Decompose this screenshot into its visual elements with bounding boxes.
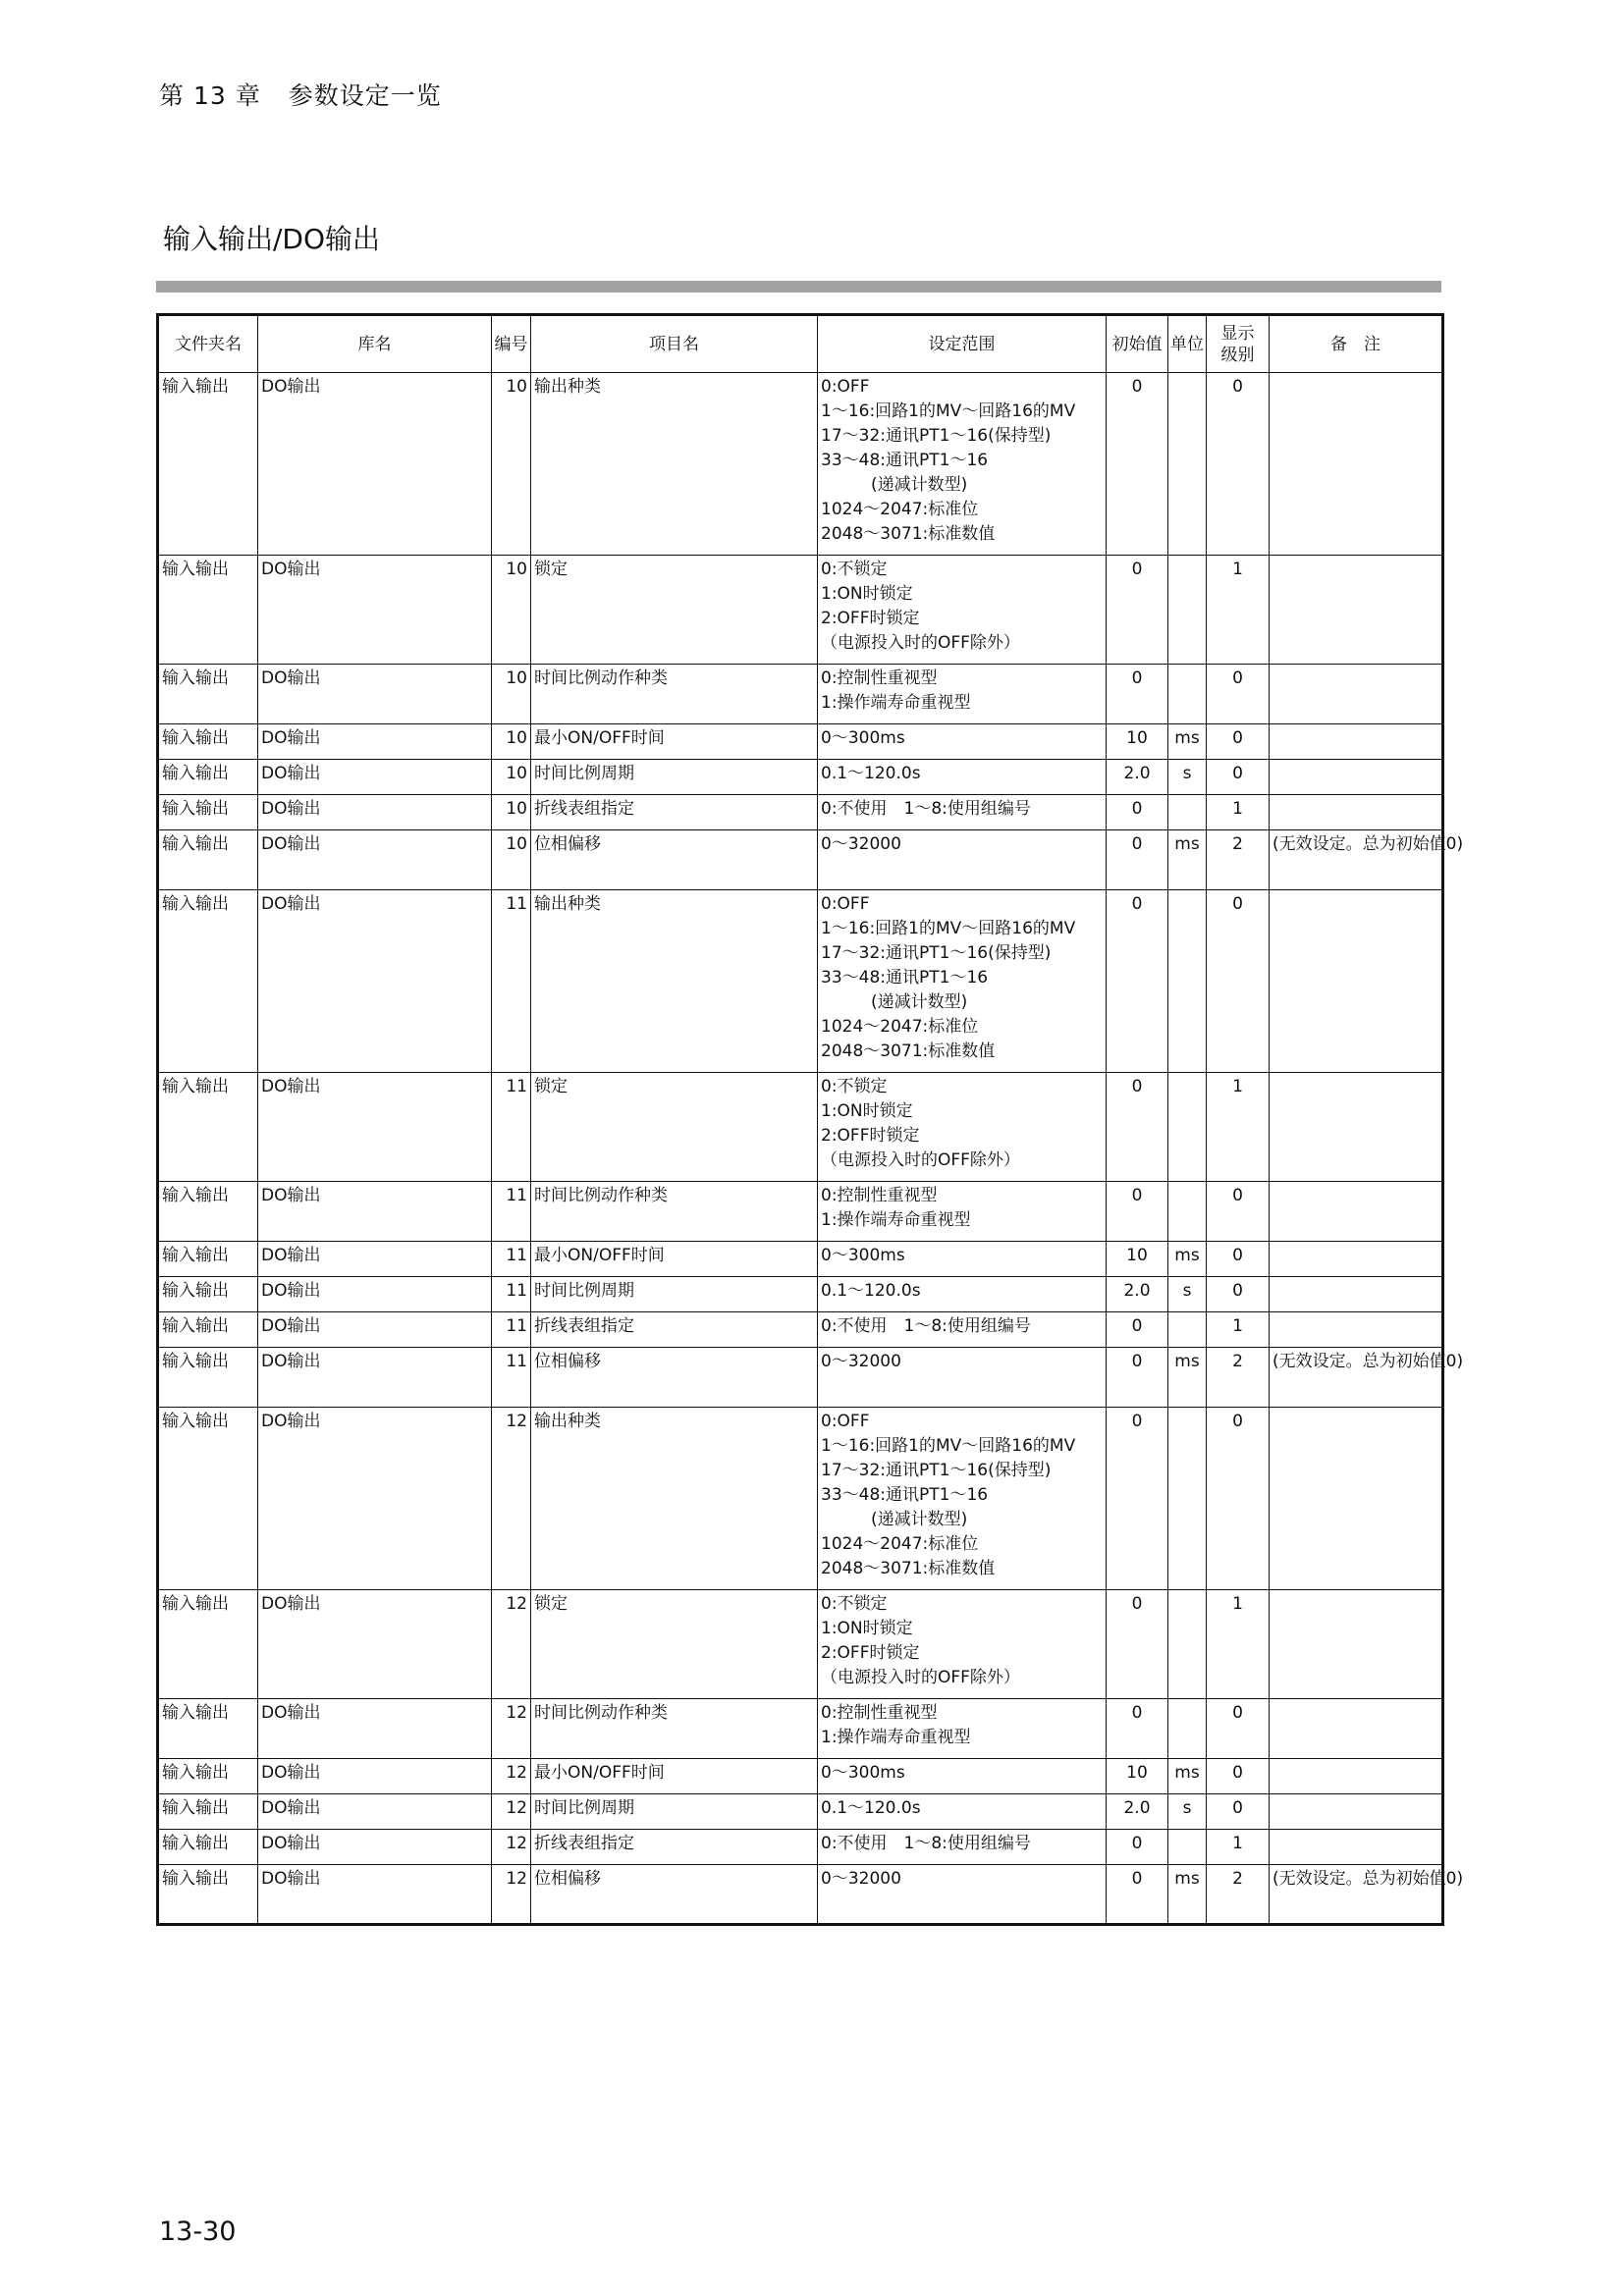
range-line: 0:OFF — [821, 1412, 870, 1431]
cell-range — [818, 830, 1107, 890]
cell-library: DO输出 — [258, 1073, 492, 1182]
cell-note: (无效设定。总为初始值0) — [1270, 830, 1443, 890]
cell-folder: 输入输出 — [158, 724, 258, 760]
cell-range — [818, 1794, 1107, 1830]
cell-unit: s — [1168, 1277, 1207, 1312]
cell-item: 位相偏移 — [531, 1348, 818, 1408]
cell-range — [818, 1590, 1107, 1699]
chapter-header — [159, 77, 442, 112]
range-line: 2:OFF时锁定 — [821, 1126, 920, 1146]
cell-number: 11 — [492, 1348, 531, 1408]
cell-folder: 输入输出 — [158, 890, 258, 1073]
cell-note — [1270, 1182, 1443, 1242]
cell-folder: 输入输出 — [158, 795, 258, 830]
range-line: 0:OFF — [821, 377, 870, 397]
cell-library: DO输出 — [258, 556, 492, 665]
cell-level: 1 — [1207, 1073, 1270, 1182]
chapter-title: 参数设定一览 — [288, 81, 442, 110]
cell-initial: 10 — [1107, 1242, 1168, 1277]
col-header-folder: 文件夹名 — [158, 315, 258, 373]
range-line: 2048～3071:标准数值 — [821, 1041, 996, 1061]
cell-range — [818, 1182, 1107, 1242]
table-header-row — [158, 315, 1443, 373]
range-line: 2:OFF时锁定 — [821, 609, 920, 628]
cell-range — [818, 373, 1107, 556]
cell-number: 11 — [492, 1073, 531, 1182]
cell-unit — [1168, 1408, 1207, 1590]
cell-level: 0 — [1207, 1408, 1270, 1590]
cell-unit — [1168, 1590, 1207, 1699]
range-line: 0～32000 — [821, 1869, 901, 1889]
range-line: 0～32000 — [821, 834, 901, 854]
range-line: （电源投入时的OFF除外） — [821, 633, 1020, 653]
cell-folder: 输入输出 — [158, 1865, 258, 1925]
cell-range — [818, 1242, 1107, 1277]
cell-initial: 2.0 — [1107, 1794, 1168, 1830]
cell-unit — [1168, 1830, 1207, 1865]
cell-library: DO输出 — [258, 1699, 492, 1759]
chapter-number: 第 13 章 — [159, 81, 261, 110]
cell-folder: 输入输出 — [158, 1182, 258, 1242]
cell-folder: 输入输出 — [158, 1830, 258, 1865]
range-line: （电源投入时的OFF除外） — [821, 1150, 1020, 1170]
cell-unit: ms — [1168, 830, 1207, 890]
cell-number: 10 — [492, 795, 531, 830]
cell-library: DO输出 — [258, 373, 492, 556]
cell-range — [818, 665, 1107, 724]
cell-initial: 0 — [1107, 1408, 1168, 1590]
cell-library: DO输出 — [258, 1865, 492, 1925]
range-line: 0:控制性重视型 — [821, 1186, 938, 1205]
cell-number: 11 — [492, 1182, 531, 1242]
cell-range — [818, 1865, 1107, 1925]
range-line: 1024～2047:标准位 — [821, 1017, 979, 1037]
cell-initial: 0 — [1107, 1348, 1168, 1408]
range-line: 0:不使用 1～8:使用组编号 — [821, 1834, 1031, 1853]
cell-level: 2 — [1207, 1348, 1270, 1408]
cell-number: 11 — [492, 1277, 531, 1312]
cell-level: 0 — [1207, 1699, 1270, 1759]
cell-initial: 0 — [1107, 556, 1168, 665]
cell-note — [1270, 1073, 1443, 1182]
cell-number: 10 — [492, 373, 531, 556]
cell-initial: 2.0 — [1107, 760, 1168, 795]
cell-range — [818, 1312, 1107, 1348]
range-line: 0～300ms — [821, 1246, 905, 1265]
cell-item: 时间比例动作种类 — [531, 665, 818, 724]
page-number: 13-30 — [159, 2216, 237, 2247]
cell-note — [1270, 1590, 1443, 1699]
cell-number: 10 — [492, 665, 531, 724]
parameter-table — [156, 313, 1464, 1926]
cell-item: 锁定 — [531, 556, 818, 665]
cell-number: 12 — [492, 1408, 531, 1590]
table-row — [158, 1794, 1443, 1830]
table-row — [158, 724, 1443, 760]
cell-note — [1270, 1830, 1443, 1865]
cell-range — [818, 1699, 1107, 1759]
cell-library: DO输出 — [258, 830, 492, 890]
cell-initial: 0 — [1107, 1865, 1168, 1925]
table-row — [158, 1312, 1443, 1348]
cell-item: 锁定 — [531, 1590, 818, 1699]
cell-item: 最小ON/OFF时间 — [531, 1759, 818, 1794]
cell-number: 10 — [492, 760, 531, 795]
cell-item: 锁定 — [531, 1073, 818, 1182]
cell-range — [818, 760, 1107, 795]
cell-level: 0 — [1207, 890, 1270, 1073]
cell-level: 1 — [1207, 795, 1270, 830]
col-header-item: 项目名 — [531, 315, 818, 373]
cell-note — [1270, 890, 1443, 1073]
cell-number: 10 — [492, 724, 531, 760]
table-row — [158, 556, 1443, 665]
col-header-range: 设定范围 — [818, 315, 1107, 373]
cell-item: 时间比例周期 — [531, 1794, 818, 1830]
cell-level: 2 — [1207, 830, 1270, 890]
cell-unit: s — [1168, 1794, 1207, 1830]
cell-item: 最小ON/OFF时间 — [531, 724, 818, 760]
cell-level: 1 — [1207, 1830, 1270, 1865]
cell-initial: 0 — [1107, 1182, 1168, 1242]
section-divider — [156, 281, 1441, 293]
cell-library: DO输出 — [258, 795, 492, 830]
cell-level: 1 — [1207, 556, 1270, 665]
cell-note: (无效设定。总为初始值0) — [1270, 1348, 1443, 1408]
cell-initial: 0 — [1107, 1312, 1168, 1348]
cell-range — [818, 1408, 1107, 1590]
table-row — [158, 1182, 1443, 1242]
cell-folder: 输入输出 — [158, 1759, 258, 1794]
cell-unit — [1168, 665, 1207, 724]
cell-number: 11 — [492, 1312, 531, 1348]
cell-note — [1270, 1699, 1443, 1759]
range-line: 1:ON时锁定 — [821, 1101, 913, 1121]
cell-range — [818, 724, 1107, 760]
cell-level: 0 — [1207, 1759, 1270, 1794]
cell-folder: 输入输出 — [158, 1073, 258, 1182]
cell-unit — [1168, 1182, 1207, 1242]
cell-item: 折线表组指定 — [531, 1312, 818, 1348]
cell-note — [1270, 665, 1443, 724]
range-line: (递减计数型) — [821, 992, 968, 1012]
range-line: 0.1～120.0s — [821, 1798, 921, 1818]
range-line: 1:ON时锁定 — [821, 584, 913, 604]
cell-note — [1270, 1277, 1443, 1312]
col-header-unit: 单位 — [1168, 315, 1207, 373]
cell-number: 11 — [492, 890, 531, 1073]
range-line: 0:不锁定 — [821, 1594, 888, 1614]
cell-folder: 输入输出 — [158, 1277, 258, 1312]
cell-level: 0 — [1207, 760, 1270, 795]
cell-level: 0 — [1207, 1277, 1270, 1312]
range-line: 0:控制性重视型 — [821, 668, 938, 688]
table-row — [158, 1590, 1443, 1699]
cell-unit: ms — [1168, 1348, 1207, 1408]
cell-unit — [1168, 795, 1207, 830]
table-row — [158, 1830, 1443, 1865]
cell-unit: ms — [1168, 724, 1207, 760]
cell-number: 12 — [492, 1830, 531, 1865]
cell-number: 12 — [492, 1590, 531, 1699]
cell-item: 最小ON/OFF时间 — [531, 1242, 818, 1277]
cell-range — [818, 890, 1107, 1073]
cell-unit: ms — [1168, 1759, 1207, 1794]
cell-level: 0 — [1207, 665, 1270, 724]
cell-range — [818, 795, 1107, 830]
table-row — [158, 760, 1443, 795]
range-line: 1～16:回路1的MV～回路16的MV — [821, 1436, 1076, 1456]
cell-initial: 10 — [1107, 1759, 1168, 1794]
cell-unit — [1168, 1699, 1207, 1759]
cell-library: DO输出 — [258, 1408, 492, 1590]
cell-unit: s — [1168, 760, 1207, 795]
cell-initial: 0 — [1107, 795, 1168, 830]
cell-library: DO输出 — [258, 1759, 492, 1794]
cell-note — [1270, 724, 1443, 760]
cell-library: DO输出 — [258, 1277, 492, 1312]
cell-level: 0 — [1207, 373, 1270, 556]
cell-initial: 0 — [1107, 830, 1168, 890]
cell-note — [1270, 760, 1443, 795]
cell-range — [818, 1277, 1107, 1312]
range-line: 33～48:通讯PT1～16 — [821, 451, 989, 470]
cell-library: DO输出 — [258, 1590, 492, 1699]
table-row — [158, 795, 1443, 830]
cell-number: 10 — [492, 830, 531, 890]
range-line: 17～32:通讯PT1～16(保持型) — [821, 426, 1052, 446]
range-line: 0～32000 — [821, 1352, 901, 1371]
col-header-library: 库名 — [258, 315, 492, 373]
range-line: 0～300ms — [821, 728, 905, 748]
cell-initial: 0 — [1107, 1590, 1168, 1699]
cell-note — [1270, 556, 1443, 665]
range-line: 0:不使用 1～8:使用组编号 — [821, 799, 1031, 819]
cell-library: DO输出 — [258, 1348, 492, 1408]
cell-number: 11 — [492, 1242, 531, 1277]
cell-library: DO输出 — [258, 1182, 492, 1242]
table-row — [158, 1277, 1443, 1312]
cell-note — [1270, 1408, 1443, 1590]
cell-item: 折线表组指定 — [531, 1830, 818, 1865]
range-line: 33～48:通讯PT1～16 — [821, 1485, 989, 1505]
table-row — [158, 1699, 1443, 1759]
table-row — [158, 665, 1443, 724]
cell-initial: 0 — [1107, 665, 1168, 724]
cell-folder: 输入输出 — [158, 1348, 258, 1408]
range-line: 1024～2047:标准位 — [821, 500, 979, 519]
cell-note — [1270, 1794, 1443, 1830]
range-line: 0:OFF — [821, 894, 870, 914]
table-row — [158, 1759, 1443, 1794]
cell-initial: 0 — [1107, 1699, 1168, 1759]
cell-unit: ms — [1168, 1242, 1207, 1277]
cell-initial: 0 — [1107, 373, 1168, 556]
cell-number: 12 — [492, 1759, 531, 1794]
cell-range — [818, 1759, 1107, 1794]
table-row — [158, 1865, 1443, 1925]
cell-folder: 输入输出 — [158, 556, 258, 665]
cell-range — [818, 1830, 1107, 1865]
cell-library: DO输出 — [258, 1830, 492, 1865]
cell-unit — [1168, 373, 1207, 556]
range-line: 0:控制性重视型 — [821, 1703, 938, 1723]
table-row — [158, 1408, 1443, 1590]
range-line: 2:OFF时锁定 — [821, 1643, 920, 1663]
cell-unit — [1168, 890, 1207, 1073]
cell-folder: 输入输出 — [158, 1242, 258, 1277]
cell-item: 时间比例周期 — [531, 1277, 818, 1312]
cell-note — [1270, 795, 1443, 830]
cell-number: 12 — [492, 1699, 531, 1759]
range-line: 1:操作端寿命重视型 — [821, 693, 971, 713]
cell-library: DO输出 — [258, 665, 492, 724]
cell-item: 输出种类 — [531, 373, 818, 556]
cell-range — [818, 1348, 1107, 1408]
range-line: 1:操作端寿命重视型 — [821, 1210, 971, 1230]
cell-level: 1 — [1207, 1312, 1270, 1348]
table-row — [158, 1242, 1443, 1277]
range-line: 1～16:回路1的MV～回路16的MV — [821, 919, 1076, 938]
cell-number: 12 — [492, 1865, 531, 1925]
range-line: (递减计数型) — [821, 1510, 968, 1529]
cell-folder: 输入输出 — [158, 1590, 258, 1699]
cell-initial: 2.0 — [1107, 1277, 1168, 1312]
range-line: 17～32:通讯PT1～16(保持型) — [821, 1461, 1052, 1480]
col-header-initial: 初始值 — [1107, 315, 1168, 373]
cell-folder: 输入输出 — [158, 1794, 258, 1830]
range-line: 0:不锁定 — [821, 560, 888, 579]
cell-item: 位相偏移 — [531, 1865, 818, 1925]
table-row — [158, 1348, 1443, 1408]
range-line: 1:操作端寿命重视型 — [821, 1728, 971, 1747]
cell-initial: 0 — [1107, 890, 1168, 1073]
cell-unit — [1168, 1312, 1207, 1348]
cell-number: 10 — [492, 556, 531, 665]
cell-library: DO输出 — [258, 1242, 492, 1277]
col-header-level — [1207, 315, 1270, 373]
section-title: 输入输出/DO输出 — [163, 223, 381, 255]
range-line: 33～48:通讯PT1～16 — [821, 968, 989, 988]
range-line: 1:ON时锁定 — [821, 1619, 913, 1638]
col-header-level-text: 显示级别 — [1220, 323, 1255, 365]
cell-library: DO输出 — [258, 890, 492, 1073]
cell-folder: 输入输出 — [158, 760, 258, 795]
cell-range — [818, 1073, 1107, 1182]
cell-range — [818, 556, 1107, 665]
cell-library: DO输出 — [258, 1794, 492, 1830]
cell-initial: 10 — [1107, 724, 1168, 760]
col-header-note: 备 注 — [1270, 315, 1443, 373]
cell-level: 0 — [1207, 1242, 1270, 1277]
cell-level: 0 — [1207, 724, 1270, 760]
range-line: 1～16:回路1的MV～回路16的MV — [821, 401, 1076, 421]
cell-unit — [1168, 556, 1207, 665]
range-line: 0.1～120.0s — [821, 1281, 921, 1301]
range-line: 0～300ms — [821, 1763, 905, 1783]
cell-note — [1270, 1312, 1443, 1348]
cell-level: 0 — [1207, 1182, 1270, 1242]
cell-folder: 输入输出 — [158, 830, 258, 890]
range-line: （电源投入时的OFF除外） — [821, 1668, 1020, 1687]
table-row — [158, 830, 1443, 890]
cell-note — [1270, 1242, 1443, 1277]
cell-item: 时间比例动作种类 — [531, 1699, 818, 1759]
cell-library: DO输出 — [258, 760, 492, 795]
range-line: 0.1～120.0s — [821, 764, 921, 783]
cell-folder: 输入输出 — [158, 373, 258, 556]
table-row — [158, 373, 1443, 556]
cell-item: 时间比例动作种类 — [531, 1182, 818, 1242]
range-line: 1024～2047:标准位 — [821, 1534, 979, 1554]
cell-library: DO输出 — [258, 724, 492, 760]
cell-level: 0 — [1207, 1794, 1270, 1830]
cell-note — [1270, 373, 1443, 556]
cell-item: 输出种类 — [531, 1408, 818, 1590]
col-header-number: 编号 — [492, 315, 531, 373]
cell-initial: 0 — [1107, 1073, 1168, 1182]
cell-initial: 0 — [1107, 1830, 1168, 1865]
cell-note: (无效设定。总为初始值0) — [1270, 1865, 1443, 1925]
cell-unit — [1168, 1073, 1207, 1182]
cell-note — [1270, 1759, 1443, 1794]
cell-folder: 输入输出 — [158, 1312, 258, 1348]
cell-item: 位相偏移 — [531, 830, 818, 890]
range-line: 2048～3071:标准数值 — [821, 1559, 996, 1578]
cell-item: 时间比例周期 — [531, 760, 818, 795]
cell-number: 12 — [492, 1794, 531, 1830]
cell-item: 输出种类 — [531, 890, 818, 1073]
range-line: (递减计数型) — [821, 475, 968, 495]
table-row — [158, 1073, 1443, 1182]
cell-folder: 输入输出 — [158, 1408, 258, 1590]
cell-folder: 输入输出 — [158, 1699, 258, 1759]
range-line: 0:不锁定 — [821, 1077, 888, 1096]
cell-level: 1 — [1207, 1590, 1270, 1699]
table-row — [158, 890, 1443, 1073]
cell-item: 折线表组指定 — [531, 795, 818, 830]
range-line: 0:不使用 1～8:使用组编号 — [821, 1316, 1031, 1336]
cell-folder: 输入输出 — [158, 665, 258, 724]
range-line: 2048～3071:标准数值 — [821, 524, 996, 544]
cell-level: 2 — [1207, 1865, 1270, 1925]
range-line: 17～32:通讯PT1～16(保持型) — [821, 943, 1052, 963]
cell-library: DO输出 — [258, 1312, 492, 1348]
cell-unit: ms — [1168, 1865, 1207, 1925]
